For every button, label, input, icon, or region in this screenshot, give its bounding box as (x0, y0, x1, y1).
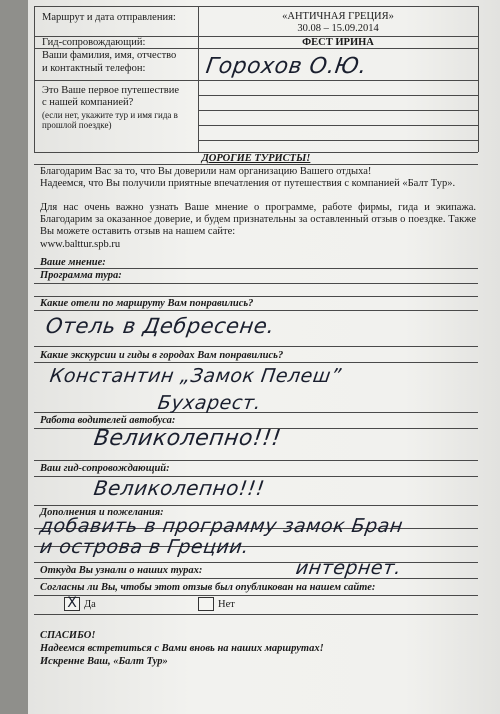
publish-question: Согласны ли Вы, чтобы этот отзыв был опубликован на нашем сайте: (40, 582, 376, 593)
publish-yes-checkbox[interactable] (64, 597, 80, 611)
footer-hope: Надеемся встретиться с Вами вновь на наших маршрутах! (40, 643, 324, 654)
site-link: www.balttur.spb.ru (40, 239, 121, 250)
guide-label: Гид-сопровождающий: (42, 37, 146, 48)
tour-name: «АНТИЧНАЯ ГРЕЦИЯ» (282, 11, 394, 22)
hotels-question: Какие отели по маршруту Вам понравились? (40, 298, 254, 309)
hotels-answer: Отель в Дебресене. (44, 314, 277, 338)
guide-name: ФЕСТ ИРИНА (302, 37, 374, 48)
additions-answer-line1: добавить в программу замок Бран (38, 515, 405, 537)
intro-paragraph-1: Благодарим Вас за то, что Вы доверили нам организацию Вашего отдыха! (40, 166, 372, 177)
first-trip-line3: (если нет, укажите тур и имя гида в (42, 110, 178, 120)
first-trip-line4: прошлой поездке) (42, 120, 112, 130)
tour-dates: 30.08 – 15.09.2014 (297, 23, 379, 34)
program-question: Программа тура: (40, 270, 122, 281)
name-label-line2: и контактный телефон: (42, 63, 146, 74)
name-label-line1: Ваши фамилия, имя, отчество (42, 50, 177, 61)
footer-thanks: СПАСИБО! (40, 630, 96, 641)
excursions-answer-line2: Бухарест. (156, 392, 263, 414)
drivers-question: Работа водителей автобуса: (40, 415, 176, 426)
footer-sincerely: Искренне Ваш, «Балт Тур» (40, 656, 168, 667)
name-handwritten: Горохов О.Ю. (204, 54, 369, 79)
additions-answer-line2: и острова в Греции. (38, 536, 251, 558)
source-question: Откуда Вы узнали о наших турах: (40, 565, 203, 576)
checkmark-x-icon: X (67, 595, 77, 611)
route-label: Маршрут и дата отправления: (42, 12, 176, 23)
publish-no-checkbox[interactable] (198, 597, 214, 611)
guide-question: Ваш гид-сопровождающий: (40, 463, 170, 474)
drivers-answer: Великолепно!!! (92, 426, 283, 451)
additions-question: Дополнения и пожелания: (40, 507, 164, 518)
intro-paragraph-2: Надеемся, что Вы получили приятные впечатления от путешествия с компанией «Балт Тур». (40, 178, 456, 189)
intro-paragraph-3: Для нас очень важно узнать Ваше мнение о программе, работе фирмы, гида и экипажа. Благодарим за оказанное доверие, и будем признательны за оставленный отзыв о поездке. Также Вы можете оставить отзыв на нашем сайте: (40, 202, 476, 238)
feedback-form-page (28, 0, 500, 714)
excursions-question: Какие экскурсии и гиды в городах Вам понравились? (40, 350, 284, 361)
opinion-heading: Ваше мнение: (40, 257, 106, 268)
excursions-answer-line1: Константин „Замок Пелеш” (48, 365, 343, 387)
source-answer: интернет. (294, 557, 403, 579)
publish-no-label: Нет (218, 599, 235, 610)
publish-yes-label: Да (84, 599, 96, 610)
first-trip-line1: Это Ваше первое путешествие (42, 85, 179, 96)
intro-title: ДОРОГИЕ ТУРИСТЫ! (201, 153, 311, 164)
first-trip-line2: с нашей компанией? (42, 97, 134, 108)
guide-answer: Великолепно!!! (92, 476, 267, 500)
